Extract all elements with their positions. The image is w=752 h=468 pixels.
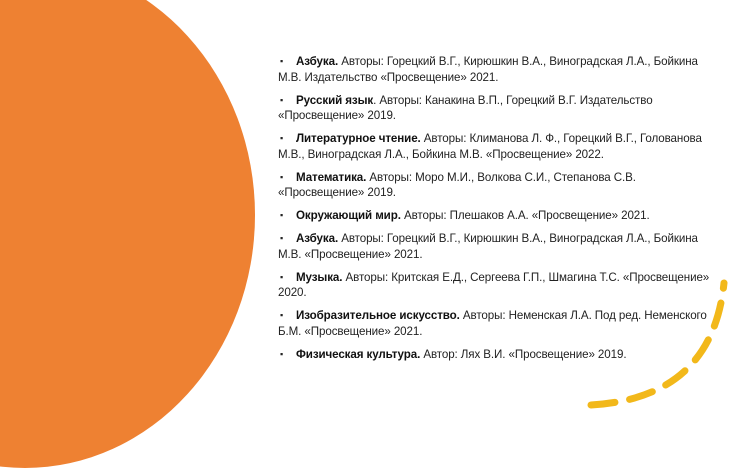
book-details: Авторы: Неменская Л.А. Под ред. Неменского Б.М. «Просвещение» 2021. bbox=[278, 309, 707, 339]
book-details: Авторы: Климанова Л. Ф., Горецкий В.Г., Голованова М.В., Виноградская Л.А., Бойкина М.В. «Просвещение» 2022. bbox=[278, 132, 702, 161]
bullet-icon: ▪ bbox=[280, 349, 284, 360]
subject-name: Азбука. bbox=[296, 55, 339, 68]
list-item-music bbox=[278, 270, 718, 301]
book-details: Авторы: Плешаков А.А. «Просвещение» 2021. bbox=[400, 209, 650, 223]
textbook-list-box bbox=[278, 54, 718, 370]
book-details: . Авторы: Канакина В.П., Горецкий В.Г. Издательство «Просвещение» 2019. bbox=[278, 93, 653, 123]
bullet-icon: ▪ bbox=[280, 56, 284, 66]
subject-name: Русский язык bbox=[296, 93, 374, 107]
subject-name: Физическая культура. bbox=[296, 348, 421, 362]
subject-name: Азбука. bbox=[296, 232, 339, 246]
list-item-azbuka bbox=[278, 54, 718, 85]
list-item-literary-reading bbox=[278, 131, 718, 162]
bullet-icon: ▪ bbox=[280, 94, 284, 105]
bullet-icon: ▪ bbox=[280, 310, 284, 321]
list-item-russian-language bbox=[278, 93, 718, 124]
book-details: Авторы: Моро М.И., Волкова С.И., Степанова С.В. «Просвещение» 2019. bbox=[278, 170, 636, 200]
book-details: Авторы: Горецкий В.Г., Кирюшкин В.А., Виноградская Л.А., Бойкина М.В. Издательство «Просвещение» 2021. bbox=[278, 55, 698, 84]
decorative-orange-circle bbox=[0, 0, 255, 468]
list-item-physical-education bbox=[278, 347, 718, 363]
list-item-mathematics bbox=[278, 170, 718, 201]
subject-name: Музыка. bbox=[296, 270, 343, 284]
subject-name: Математика. bbox=[296, 170, 367, 184]
bullet-icon: ▪ bbox=[280, 233, 284, 244]
bullet-icon: ▪ bbox=[280, 210, 284, 221]
list-item-world-around bbox=[278, 208, 718, 224]
bullet-icon: ▪ bbox=[280, 171, 284, 182]
subject-name: Окружающий мир. bbox=[296, 209, 401, 223]
subject-name: Литературное чтение. bbox=[296, 132, 421, 146]
textbook-list bbox=[278, 54, 718, 363]
book-details: Авторы: Критская Е.Д., Сергеева Г.П., Шмагина Т.С. «Просвещение» 2020. bbox=[278, 270, 710, 300]
list-item-fine-arts bbox=[278, 308, 718, 339]
book-details: Авторы: Горецкий В.Г., Кирюшкин В.А., Виноградская Л.А., Бойкина М.В. «Просвещение» 2021. bbox=[278, 232, 698, 261]
bullet-icon: ▪ bbox=[280, 271, 284, 282]
list-item-azbuka-second bbox=[278, 231, 718, 262]
bullet-icon: ▪ bbox=[280, 133, 284, 144]
book-details: Автор: Лях В.И. «Просвещение» 2019. bbox=[420, 348, 627, 362]
subject-name: Изобразительное искусство. bbox=[296, 309, 460, 323]
